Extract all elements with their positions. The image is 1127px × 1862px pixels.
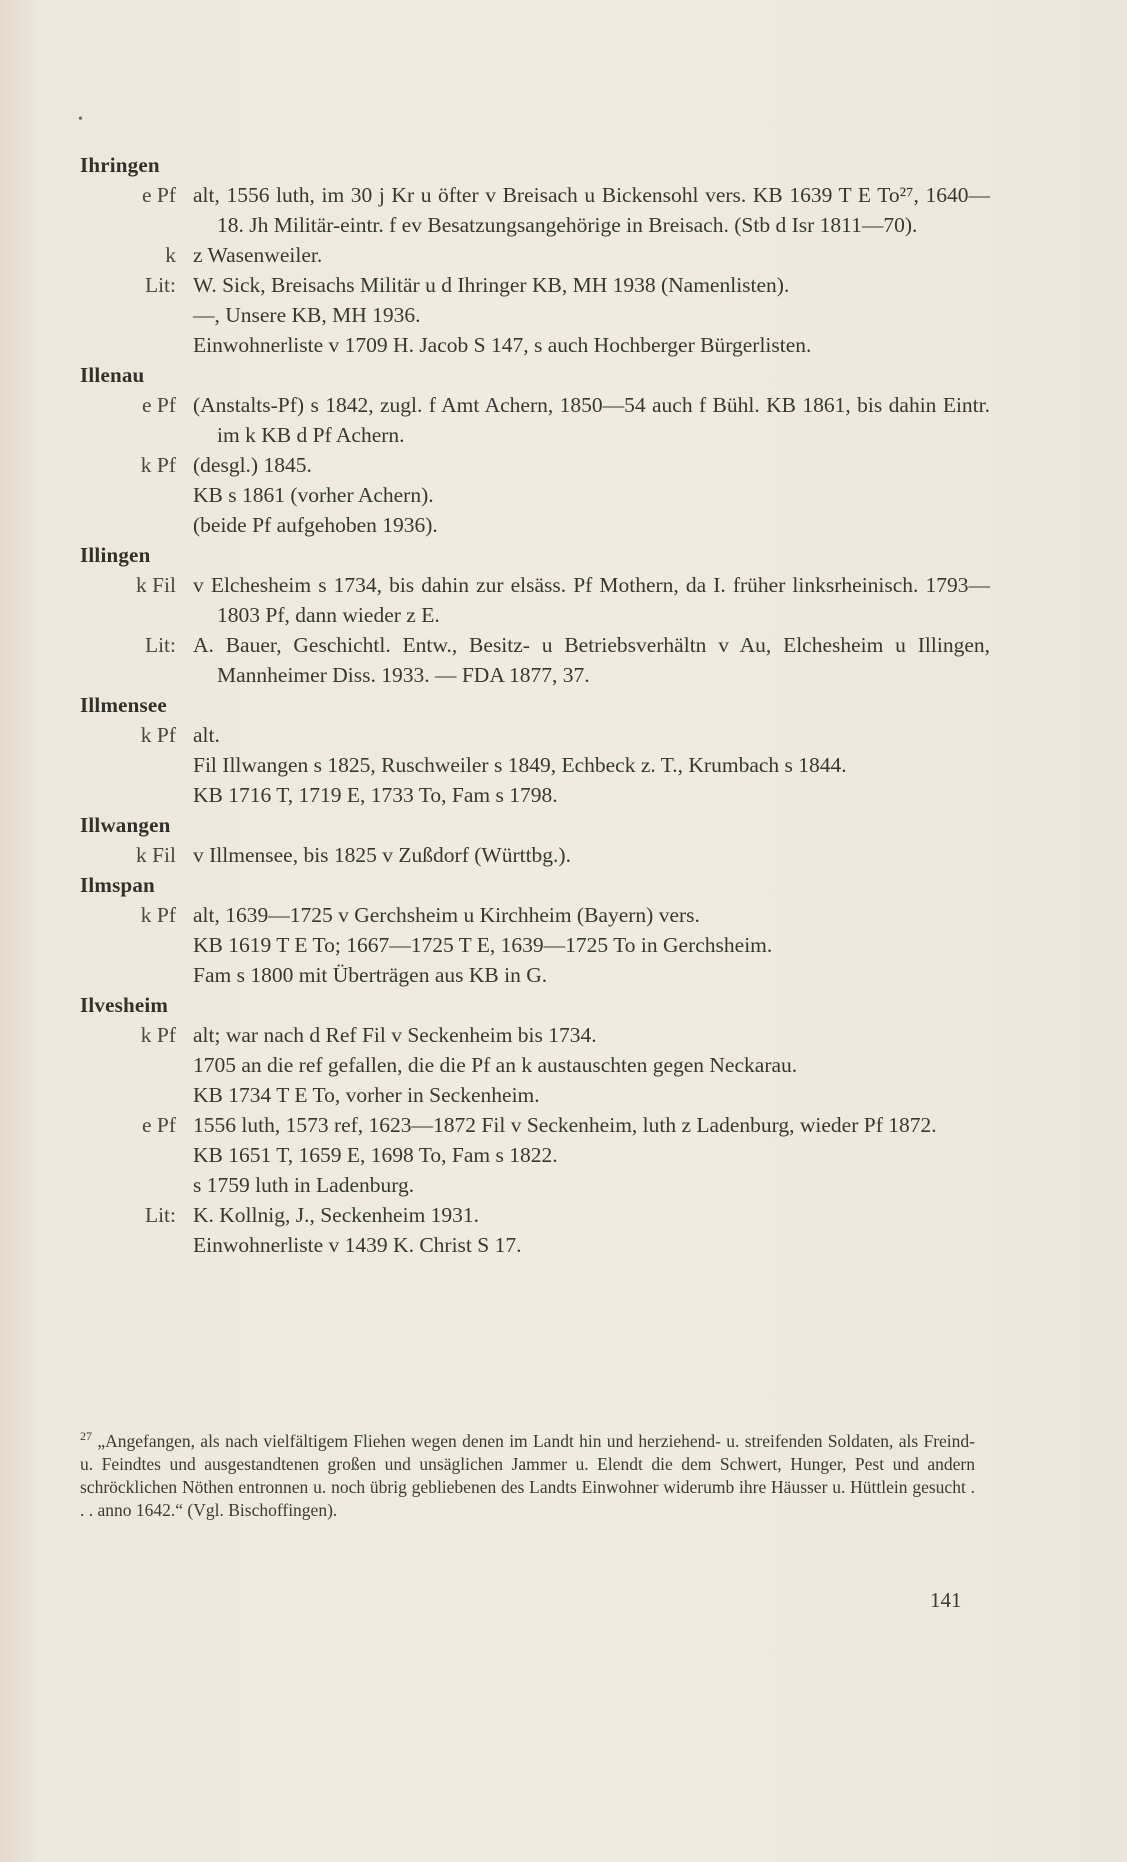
entry [80, 630, 990, 690]
entry-text: v Illmensee, bis 1825 v Zußdorf (Württbg.). [193, 843, 571, 867]
entry [80, 1020, 990, 1110]
entry-text: alt; war nach d Ref Fil v Seckenheim bis 1734. [193, 1023, 597, 1047]
entry-label: e Pf [141, 1113, 176, 1137]
entry-text: KB 1651 T, 1659 E, 1698 To, Fam s 1822. [193, 1143, 558, 1167]
entry-text: KB 1716 T, 1719 E, 1733 To, Fam s 1798. [193, 783, 558, 807]
entry-label: Lit: [144, 273, 176, 297]
entry [80, 1200, 990, 1260]
entry-label: k Pf [140, 1023, 176, 1047]
place-heading: Ihringen [80, 153, 160, 177]
entry-text: z Wasenweiler. [193, 243, 323, 267]
entry-text: W. Sick, Breisachs Militär u d Ihringer KB, MH 1938 (Namenlisten). [193, 273, 790, 297]
entry-label: k [165, 243, 176, 267]
entry [80, 450, 990, 540]
entry-text: Fil Illwangen s 1825, Ruschweiler s 1849, Echbeck z. T., Krumbach s 1844. [193, 753, 847, 777]
entry-label: k Fil [135, 573, 176, 597]
entry-text: (beide Pf aufgehoben 1936). [193, 513, 438, 537]
entry-label: k Pf [140, 723, 176, 747]
entry-label: Lit: [144, 1203, 176, 1227]
entry [80, 180, 990, 240]
footnote-marker: 27 [80, 1429, 92, 1444]
page-number: 141 [930, 1588, 962, 1612]
gazetteer-entries [80, 150, 990, 1260]
entry-label: e Pf [141, 183, 176, 207]
entry-text: Einwohnerliste v 1439 K. Christ S 17. [193, 1233, 522, 1257]
entry [80, 390, 990, 450]
entry-text: 1556 luth, 1573 ref, 1623—1872 Fil v Seckenheim, luth z Ladenburg, wieder Pf 1872. [193, 1113, 937, 1137]
entry-text: KB 1619 T E To; 1667—1725 T E, 1639—1725 To in Gerchsheim. [193, 933, 773, 957]
entry [80, 570, 990, 630]
entry-text: A. Bauer, Geschichtl. Entw., Besitz- u Betriebsverhältn v Au, Elchesheim u Illingen, Mannheimer Diss. 1933. — FDA 1877, 37. [193, 633, 990, 687]
entry-text: K. Kollnig, J., Seckenheim 1931. [193, 1203, 480, 1227]
entry-label: k Pf [140, 903, 176, 927]
entry-text: KB s 1861 (vorher Achern). [193, 483, 434, 507]
entry-text: s 1759 luth in Ladenburg. [193, 1173, 415, 1197]
entry-text: (Anstalts-Pf) s 1842, zugl. f Amt Achern, 1850—54 auch f Bühl. KB 1861, bis dahin Eintr. im k KB d Pf Achern. [193, 393, 990, 447]
entry-text: alt, 1556 luth, im 30 j Kr u öfter v Breisach u Bickensohl vers. KB 1639 T E To²⁷, 1640—18. Jh Militär-eintr. f ev Besatzungsangehörige in Breisach. (Stb d Isr 1811—70). [193, 183, 990, 237]
entry [80, 240, 990, 270]
stray-mark: • [78, 112, 83, 127]
place-heading: Illmensee [80, 693, 167, 717]
place-heading: Illwangen [80, 813, 171, 837]
entry-label: k Pf [140, 453, 176, 477]
entry [80, 900, 990, 990]
entry-text: KB 1734 T E To, vorher in Seckenheim. [193, 1083, 540, 1107]
entry-label: Lit: [144, 633, 176, 657]
place-heading: Ilvesheim [80, 993, 169, 1017]
entry-text: —, Unsere KB, MH 1936. [193, 303, 421, 327]
place-heading: Illenau [80, 363, 145, 387]
entry [80, 270, 990, 360]
entry-text: Fam s 1800 mit Überträgen aus KB in G. [193, 963, 548, 987]
entry-text: v Elchesheim s 1734, bis dahin zur elsäss. Pf Mothern, da I. früher linksrheinisch. 1793—1803 Pf, dann wieder z E. [193, 573, 990, 627]
entry [80, 720, 990, 810]
entry-text: 1705 an die ref gefallen, die die Pf an k austauschten gegen Neckarau. [193, 1053, 798, 1077]
footnote [80, 1430, 975, 1522]
entry [80, 840, 990, 870]
entry-text: alt. [193, 723, 220, 747]
place-heading: Ilmspan [80, 873, 155, 897]
footnote-text: „Angefangen, als nach vielfältigem Fliehen wegen denen im Landt hin und herziehend- u. streifenden Soldaten, als Freind- u. Feindtes und ausgestandtenen großen und unsäglichen Jammer u. Elendt die dem Schwert, Hunger, Pest und andern schröcklichen Nöthen entronnen u. noch übrig gebliebenen des Landts Einwohner widerumb ihre Häusser u. Hüttlein gesucht . . . anno 1642.“ (Vgl. Bischoffingen). [80, 1431, 975, 1520]
entry-text: (desgl.) 1845. [193, 453, 312, 477]
entry-label: k Fil [135, 843, 176, 867]
entry-text: Einwohnerliste v 1709 H. Jacob S 147, s auch Hochberger Bürgerlisten. [193, 333, 812, 357]
place-heading: Illingen [80, 543, 151, 567]
entry [80, 1110, 990, 1200]
entry-label: e Pf [141, 393, 176, 417]
entry-text: alt, 1639—1725 v Gerchsheim u Kirchheim (Bayern) vers. [193, 903, 700, 927]
